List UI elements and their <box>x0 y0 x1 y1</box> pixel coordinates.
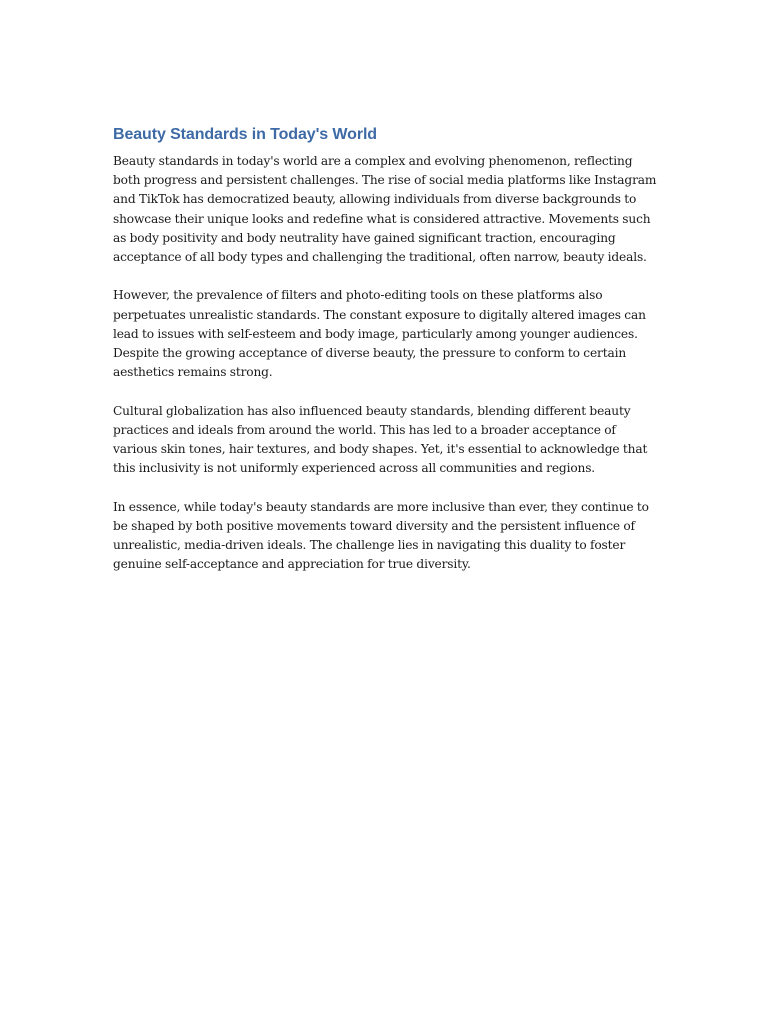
document-body <box>113 124 658 594</box>
paragraph-1: Beauty standards in today's world are a complex and evolving phenomenon, reflecting both progress and persistent challenges. The rise of social media platforms like Instagram and TikTok has democratized beauty, allowing individuals from diverse backgrounds to showcase their unique looks and redefine what is considered attractive. Movements such as body positivity and body neutrality have gained significant traction, encouraging acceptance of all body types and challenging the traditional, often narrow, beauty ideals. <box>113 154 657 265</box>
paragraph-3: Cultural globalization has also influenced beauty standards, blending different beauty practices and ideals from around the world. This has led to a broader acceptance of various skin tones, hair textures, and body shapes. Yet, it's essential to acknowledge that this inclusivity is not uniformly experienced across all communities and regions. <box>113 403 648 476</box>
paragraph-4: In essence, while today's beauty standards are more inclusive than ever, they continue to be shaped by both positive movements toward diversity and the persistent influence of unrealistic, media-driven ideals. The challenge lies in navigating this duality to foster genuine self-acceptance and appreciation for true diversity. <box>113 499 649 572</box>
document-title: Beauty Standards in Today's World <box>113 126 377 143</box>
paragraph-2: However, the prevalence of filters and photo-editing tools on these platforms also perpetuates unrealistic standards. The constant exposure to digitally altered images can lead to issues with self-esteem and body image, particularly among younger audiences. Despite the growing acceptance of diverse beauty, the pressure to conform to certain aesthetics remains strong. <box>113 288 646 380</box>
